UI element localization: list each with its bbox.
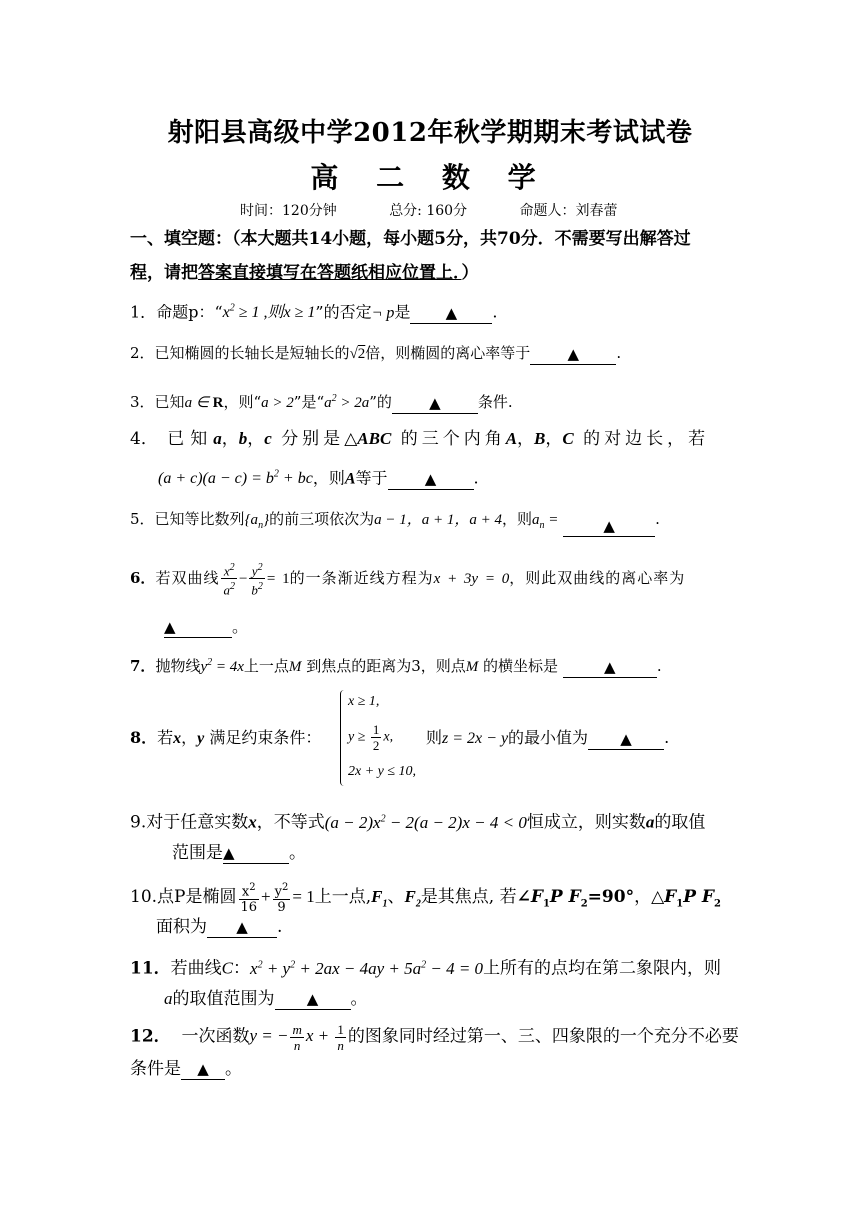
q4-triangle-abc: ABC bbox=[357, 429, 392, 448]
q10-f2: $F_2$ bbox=[404, 887, 421, 910]
q11-number: 11． bbox=[130, 958, 171, 979]
q9-text-d: 的取值 bbox=[654, 812, 706, 833]
question-6-line2 bbox=[164, 616, 248, 638]
answer-triangle-icon: ▲ bbox=[567, 345, 580, 363]
q1-number: 1． bbox=[130, 302, 157, 322]
q4-B: B bbox=[534, 429, 546, 448]
q4-text-a: 已知 bbox=[167, 429, 214, 449]
question-12-line2 bbox=[130, 1058, 242, 1080]
question-8: 8．若x，y 满足约束条件： bbox=[130, 728, 322, 747]
q4-A: A bbox=[505, 429, 518, 448]
q1-not-p: ¬ p bbox=[371, 304, 395, 322]
q9-answer-blank bbox=[223, 843, 289, 864]
q3-formula-c: $a^2 > 2a$ bbox=[324, 393, 370, 411]
q3-text-e: 条件. bbox=[477, 393, 513, 411]
q9-text-e: 范围是 bbox=[172, 843, 223, 863]
q12-text-b: 的图象同时经过第一、三、四象限的一个充分不必要 bbox=[347, 1026, 739, 1047]
q10-frac-x: $\frac{x^2}{16}$ bbox=[240, 882, 258, 916]
q5-an: $a_n$ = bbox=[532, 512, 559, 531]
q3-answer-blank bbox=[392, 393, 478, 414]
q6-frac-y: $\frac{y^2}{b^2}$ bbox=[251, 562, 263, 598]
q8-constraint-2: y ≥ $\frac{1}{2}$ x, bbox=[348, 722, 394, 753]
q7-parabola: $y^2 = 4x$ bbox=[200, 657, 244, 675]
question-7 bbox=[130, 652, 662, 678]
q8-constraint-brace bbox=[340, 690, 347, 786]
question-11-line1: 11．若曲线C：$x^2 + y^2 + 2ax - 4ay + 5a^2 - 4 = 0$上所有的点均在第二象限内，则 bbox=[130, 958, 722, 979]
q4-text-f: 等于 bbox=[355, 468, 388, 488]
answer-triangle-icon: ▲ bbox=[164, 618, 176, 636]
question-6-line1: 6．若双曲线 $\frac{x^2}{a^2}$ − $\frac{y^2}{b^2}$ = 1的一条渐近线方程为x + 3y = 0，则此双曲线的离心率为 bbox=[130, 562, 686, 598]
q3-number: 3． bbox=[130, 393, 155, 411]
section-instruction-underlined: 答案直接填写在答题纸相应位置上． bbox=[198, 263, 462, 283]
q5-end: . bbox=[655, 510, 660, 528]
q5-sequence: $\{a_n\}$ bbox=[244, 512, 270, 531]
q3-formula-a: a ∈ R bbox=[184, 395, 224, 411]
q8-xy: x bbox=[173, 730, 182, 747]
q5-text-b: 的前三项依次为 bbox=[269, 510, 375, 528]
q11-curve: $x^2 + y^2 + 2ax - 4ay + 5a^2 - 4 = 0$ bbox=[250, 958, 484, 978]
q10-text-c: 是其焦点, 若 bbox=[420, 887, 517, 908]
q11-text-c: 的取值范围为 bbox=[172, 989, 275, 1009]
q3-text-d: ”的 bbox=[369, 393, 392, 411]
q9-number: 9. bbox=[130, 812, 147, 833]
q10-text-e: 面积为 bbox=[156, 917, 207, 937]
q8-number: 8． bbox=[130, 728, 158, 747]
section-instruction-b: 程，请把 bbox=[130, 263, 198, 283]
question-11-line2 bbox=[164, 988, 368, 1010]
q6-frac-x: $\frac{x^2}{a^2}$ bbox=[223, 562, 235, 598]
question-5 bbox=[130, 508, 660, 537]
q7-M: M bbox=[288, 659, 302, 675]
question-10-line1: 10.点P是椭圆 $\frac{x^2}{16}$ + $\frac{y^2}{9}$ = 1上一点$,F_1$、$F_2$是其焦点, 若$\angle F_1P$ $F_2=90^\circ$，$\triangle F_1P$ $F_2$ bbox=[130, 882, 721, 916]
q8-answer-blank bbox=[588, 729, 664, 750]
exam-time: 时间：120分钟 bbox=[240, 203, 337, 219]
q1-text-b: “ bbox=[214, 302, 223, 322]
q4-text-d: 的对边长，若 bbox=[583, 429, 710, 449]
q7-answer-blank bbox=[563, 657, 657, 678]
q6-answer-blank bbox=[164, 617, 232, 638]
q11-end: 。 bbox=[350, 989, 368, 1009]
q7-text-a: 抛物线 bbox=[155, 657, 201, 675]
q10-number: 10. bbox=[130, 887, 158, 908]
q2-number: 2． bbox=[130, 344, 155, 362]
answer-triangle-icon: ▲ bbox=[424, 470, 437, 489]
q10-end: . bbox=[277, 917, 283, 937]
section-instruction-a: （本大题共14小题，每小题5分，共70分．不需要写出解答过 bbox=[232, 229, 691, 249]
q4-C: C bbox=[562, 429, 574, 448]
q10-angle: $\angle F_1P$ $F_2=90^\circ$ bbox=[516, 887, 635, 910]
q8-constraint-1: x ≥ 1, bbox=[348, 694, 380, 709]
q8-text-c: 则 bbox=[426, 728, 443, 747]
question-4-line1: 4． 已知a，b，c 分别是△ABC 的三个内角A，B，C 的对边长，若 bbox=[130, 429, 710, 449]
exam-total: 总分: 160分 bbox=[389, 203, 468, 219]
q11-C: C bbox=[221, 958, 234, 978]
exam-author: 命题人：刘春蕾 bbox=[519, 203, 618, 219]
section-label: 一、填空题： bbox=[130, 229, 232, 249]
q9-a: a bbox=[645, 812, 655, 832]
q6-text-c: ，则此双曲线的离心率为 bbox=[509, 568, 686, 587]
q1-formula: $x^2 \ge 1$ ,则x ≥ 1 bbox=[222, 303, 316, 322]
q10-frac-y: $\frac{y^2}{9}$ bbox=[274, 882, 289, 916]
q11-answer-blank bbox=[275, 989, 351, 1010]
q12-end: 。 bbox=[225, 1059, 242, 1079]
q1-text-d: 是 bbox=[394, 302, 411, 322]
q7-end: . bbox=[656, 657, 662, 675]
q6-number: 6． bbox=[130, 568, 156, 587]
q10-foci: $F_1$ bbox=[371, 887, 388, 910]
question-10-line2 bbox=[156, 916, 282, 938]
q5-text-a: 已知等比数列 bbox=[154, 510, 245, 528]
q12-text-a: 一次函数 bbox=[181, 1026, 250, 1047]
q2-end: . bbox=[616, 344, 622, 362]
q6-text-b: 的一条渐近线方程为 bbox=[289, 568, 434, 587]
q8-text-a: 若 bbox=[157, 728, 174, 747]
section-instruction-line2 bbox=[130, 258, 479, 283]
q9-text-a: 对于任意实数 bbox=[146, 812, 249, 833]
q4-end: . bbox=[473, 468, 479, 488]
q3-formula-b: a > 2 bbox=[261, 395, 294, 411]
q9-x: x bbox=[248, 812, 257, 832]
q4-answer-blank bbox=[388, 469, 474, 490]
q9-end: 。 bbox=[289, 843, 306, 863]
q7-M2: M bbox=[465, 659, 479, 675]
q6-text-a: 若双曲线 bbox=[155, 568, 220, 587]
q8-constraint-3: 2x + y ≤ 10, bbox=[348, 764, 417, 779]
answer-triangle-icon: ▲ bbox=[429, 394, 441, 412]
q6-end: 。 bbox=[232, 617, 249, 636]
q11-a: a bbox=[164, 989, 173, 1008]
q8-y: y bbox=[197, 730, 205, 747]
q5-answer-blank bbox=[563, 516, 655, 537]
question-1 bbox=[130, 298, 498, 324]
question-4-line2 bbox=[158, 464, 479, 490]
answer-triangle-icon: ▲ bbox=[197, 1060, 209, 1078]
q3-text-a: 已知 bbox=[154, 393, 185, 411]
q4-b: b bbox=[238, 429, 248, 448]
subject-title: 高 二 数 学 bbox=[310, 161, 550, 194]
question-9-line2 bbox=[172, 842, 306, 864]
answer-triangle-icon: ▲ bbox=[306, 990, 319, 1008]
q7-number: 7． bbox=[130, 657, 156, 675]
q1-answer-blank bbox=[410, 303, 492, 324]
answer-triangle-icon: ▲ bbox=[445, 304, 458, 323]
q9-inequality: $(a - 2)x^2 - 2(a - 2)x - 4 < 0$ bbox=[324, 812, 527, 832]
q2-sqrt2: √2 bbox=[349, 346, 366, 362]
q7-text-b: 上一点 bbox=[243, 657, 289, 675]
answer-triangle-icon: ▲ bbox=[604, 658, 616, 676]
q10-text-d: ， bbox=[634, 887, 652, 908]
q4-c: c bbox=[264, 429, 272, 448]
q3-text-b: ，则“ bbox=[223, 393, 262, 411]
question-9-line1 bbox=[130, 808, 705, 834]
q7-text-c: 到焦点的距离为3，则点 bbox=[306, 657, 466, 675]
q4-number: 4． bbox=[130, 429, 158, 449]
q2-text-a: 已知椭圆的长轴长是短轴长的 bbox=[154, 344, 350, 362]
q12-number: 12． bbox=[130, 1026, 171, 1047]
q1-end: . bbox=[492, 302, 498, 322]
section-heading bbox=[130, 224, 691, 249]
q12-answer-blank bbox=[181, 1059, 225, 1080]
q10-answer-blank bbox=[207, 917, 277, 938]
q4-A2: A bbox=[344, 470, 356, 488]
question-2 bbox=[130, 342, 621, 365]
q1-text-c: ”的否定 bbox=[315, 302, 372, 322]
q12-function: y = − $\frac{m}{n}$ x + $\frac{1}{n}$ bbox=[249, 1022, 344, 1053]
q10-triangle: $\triangle F_1P$ $F_2$ bbox=[651, 887, 721, 910]
q3-text-c: ”是“ bbox=[293, 393, 325, 411]
q2-answer-blank bbox=[530, 344, 616, 365]
question-8-objective bbox=[426, 727, 669, 750]
q8-end: . bbox=[664, 728, 670, 747]
q4-abc: a bbox=[213, 429, 222, 448]
q9-text-c: 恒成立，则实数 bbox=[526, 812, 646, 833]
q10-text-b: 上一点, bbox=[314, 887, 372, 908]
q4-text-b: 分别是 bbox=[281, 429, 345, 449]
answer-triangle-icon: ▲ bbox=[603, 517, 615, 535]
q12-text-c: 条件是 bbox=[130, 1059, 181, 1079]
question-12-line1 bbox=[130, 1022, 739, 1053]
q6-asymptote: x + 3y = 0 bbox=[433, 570, 510, 587]
q5-text-c: ，则 bbox=[501, 510, 532, 528]
q4-equation: $(a + c)(a - c) = b^2$ + bc bbox=[158, 469, 313, 488]
q5-terms: a − 1，a + 1，a + 4 bbox=[374, 512, 502, 528]
exam-title: 射阳县高级中学2012年秋学期期末考试试卷 bbox=[167, 118, 693, 148]
section-instruction-c: ） bbox=[461, 263, 479, 283]
q11-text-b: 上所有的点均在第二象限内，则 bbox=[483, 958, 722, 979]
answer-triangle-icon: ▲ bbox=[620, 730, 632, 748]
q8-z: z = 2x − y bbox=[442, 730, 509, 747]
exam-meta bbox=[240, 200, 666, 220]
question-3 bbox=[130, 388, 513, 414]
q10-text-a: 点P是椭圆 bbox=[157, 887, 237, 908]
q7-text-d: 的横坐标是 bbox=[483, 657, 559, 675]
q4-text-c: 的三个内角 bbox=[400, 429, 506, 449]
q9-text-b: ，不等式 bbox=[256, 812, 325, 833]
q5-number: 5． bbox=[130, 510, 155, 528]
answer-triangle-icon: ▲ bbox=[223, 844, 235, 862]
q8-text-d: 的最小值为 bbox=[508, 728, 589, 747]
q2-text-b: 倍，则椭圆的离心率等于 bbox=[365, 344, 531, 362]
answer-triangle-icon: ▲ bbox=[236, 918, 248, 936]
q1-text-a: 命题p： bbox=[156, 302, 215, 322]
q8-text-b: 满足约束条件： bbox=[209, 728, 322, 747]
q11-text-a: 若曲线 bbox=[170, 958, 222, 979]
q4-text-e: ，则 bbox=[312, 468, 345, 488]
